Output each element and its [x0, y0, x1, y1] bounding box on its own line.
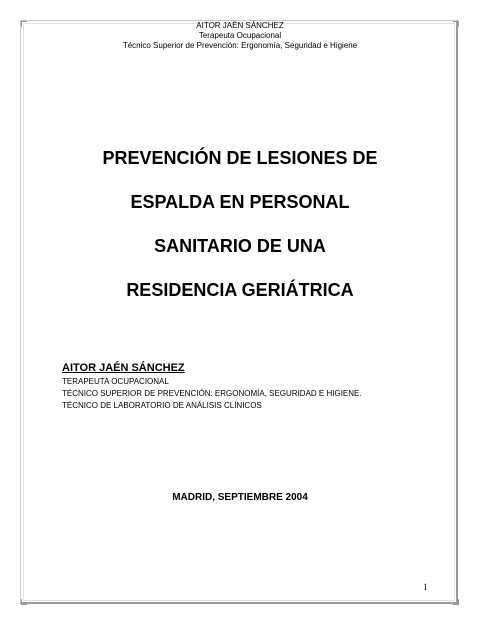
corner-mark-bottom-left: [21, 599, 27, 605]
page-border-inner: [23, 23, 455, 601]
author-name: AITOR JAÉN SÁNCHEZ: [62, 362, 185, 374]
author-detail: TERAPEUTA OCUPACIONAL: [62, 377, 169, 386]
title-line: ESPALDA EN PERSONAL: [130, 192, 350, 212]
author-detail: TÉCNICO DE LABORATORIO DE ANÁLISIS CLÍNICOS: [62, 401, 262, 410]
header-role: Terapeuta Ocupacional: [198, 31, 282, 40]
place-and-date: MADRID, SEPTIEMBRE 2004: [172, 492, 308, 503]
page-number: 1: [423, 582, 428, 592]
document-title: [40, 136, 440, 312]
title-line: PREVENCIÓN DE LESIONES DE: [102, 148, 378, 168]
author-detail: TÉCNICO SUPERIOR DE PREVENCIÓN: ERGONOMÍA, SEGURIDAD E HIGIENE.: [62, 389, 362, 398]
header-author: AITOR JAÉN SÁNCHEZ: [196, 21, 284, 30]
author-block: [62, 360, 362, 412]
corner-mark-bottom-right: [453, 599, 459, 605]
running-header: [0, 21, 480, 51]
header-qualification: Técnico Superior de Prevención: Ergonomía, Seguridad e Higiene: [122, 41, 358, 50]
title-line: SANITARIO DE UNA: [154, 236, 326, 256]
title-line: RESIDENCIA GERIÁTRICA: [126, 280, 354, 300]
